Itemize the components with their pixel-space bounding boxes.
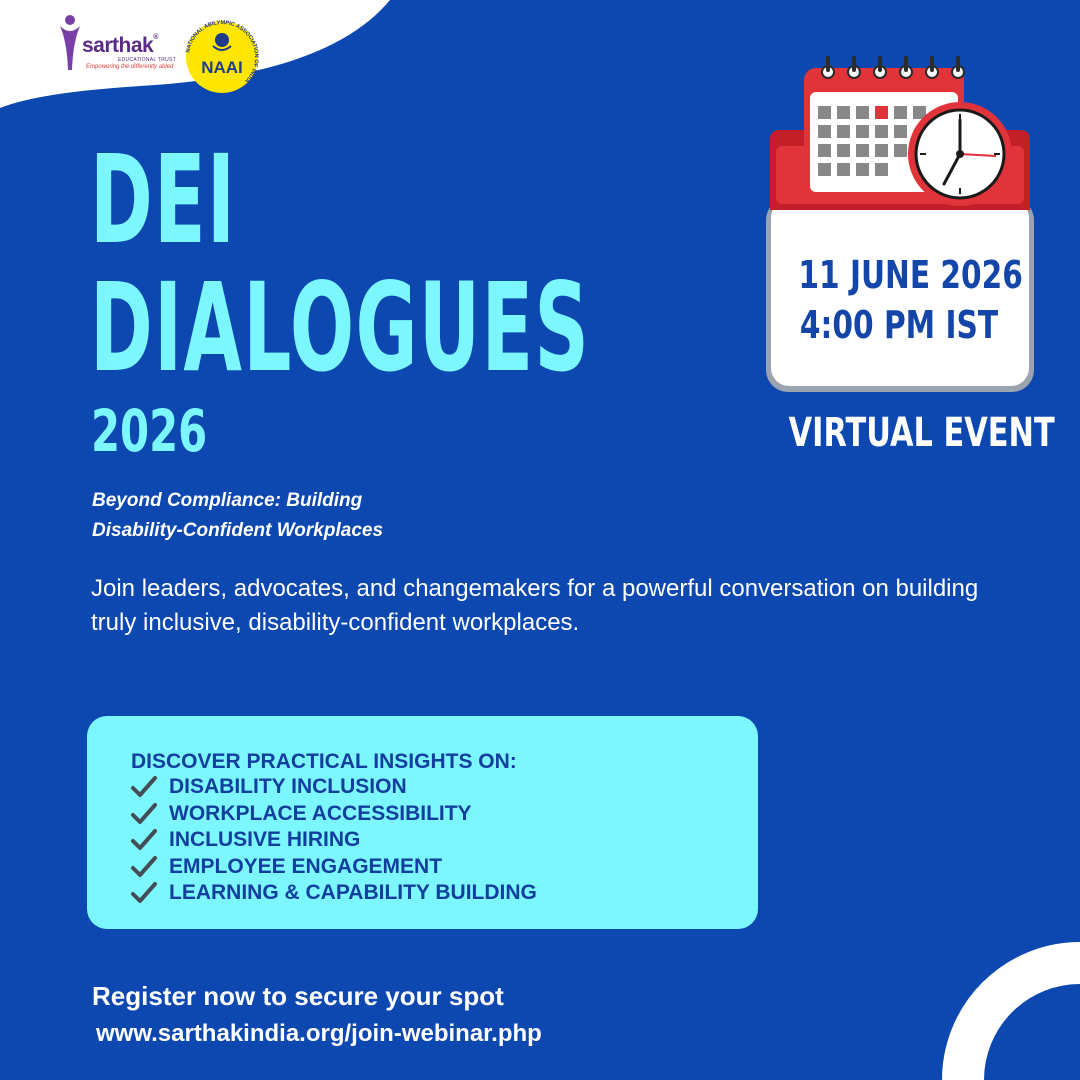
event-title: [90, 129, 591, 399]
insight-item-label: WORKPLACE ACCESSIBILITY: [169, 801, 472, 825]
list-item: [131, 854, 537, 881]
naai-logo: [183, 18, 261, 96]
check-icon: [131, 882, 157, 904]
insight-item-label: EMPLOYEE ENGAGEMENT: [169, 854, 443, 878]
corner-ring-decoration: [940, 940, 1080, 1080]
naai-emblem-icon: [183, 18, 261, 96]
clock-icon: [908, 102, 1012, 206]
list-item: [131, 827, 537, 854]
event-year: 2026: [91, 397, 208, 465]
insight-item-label: INCLUSIVE HIRING: [169, 828, 361, 851]
list-item: [131, 774, 537, 801]
event-description: Join leaders, advocates, and changemakers for a powerful conversation on building truly inclusive, disability-confident workplaces.: [91, 575, 979, 636]
event-time: 4:00 PM IST: [799, 303, 999, 347]
sarthak-wordmark: sarthak®: [82, 34, 158, 57]
register-cta: Register now to secure your spot: [92, 981, 504, 1011]
sarthak-logo: [58, 14, 180, 76]
naai-wordmark: NAAI: [201, 58, 243, 77]
insight-item-label: DISABILITY INCLUSION: [169, 775, 407, 798]
check-icon: [131, 776, 157, 798]
check-icon: [131, 829, 157, 851]
event-subtitle: [92, 486, 532, 546]
insights-list: [131, 774, 537, 907]
check-icon: [131, 856, 157, 878]
event-title-line1: DEI: [90, 129, 237, 271]
list-item: [131, 880, 537, 907]
event-date: 11 JUNE 2026: [798, 253, 1023, 297]
event-subtitle-line2: Disability-Confident Workplaces: [92, 520, 384, 541]
insights-box: [87, 716, 758, 929]
event-date-time: [798, 250, 1023, 350]
person-figure-icon: [58, 14, 82, 72]
list-item: [131, 801, 537, 828]
check-icon: [131, 803, 157, 825]
insight-item-label: LEARNING & CAPABILITY BUILDING: [169, 881, 537, 904]
insights-heading: DISCOVER PRACTICAL INSIGHTS ON:: [131, 750, 517, 773]
sarthak-tagline: Empowering the differently abled: [86, 64, 174, 70]
event-mode: VIRTUAL EVENT: [788, 410, 1055, 456]
naai-ring-text: NATIONAL ABILYMPIC ASSOCIATION OF INDIA: [185, 19, 260, 84]
sarthak-trust-text: EDUCATIONAL TRUST: [118, 57, 177, 63]
event-title-line2: DIALOGUES: [90, 257, 591, 399]
registration-link[interactable]: www.sarthakindia.org/join-webinar.php: [96, 1020, 542, 1047]
event-subtitle-line1: Beyond Compliance: Building: [92, 490, 363, 511]
